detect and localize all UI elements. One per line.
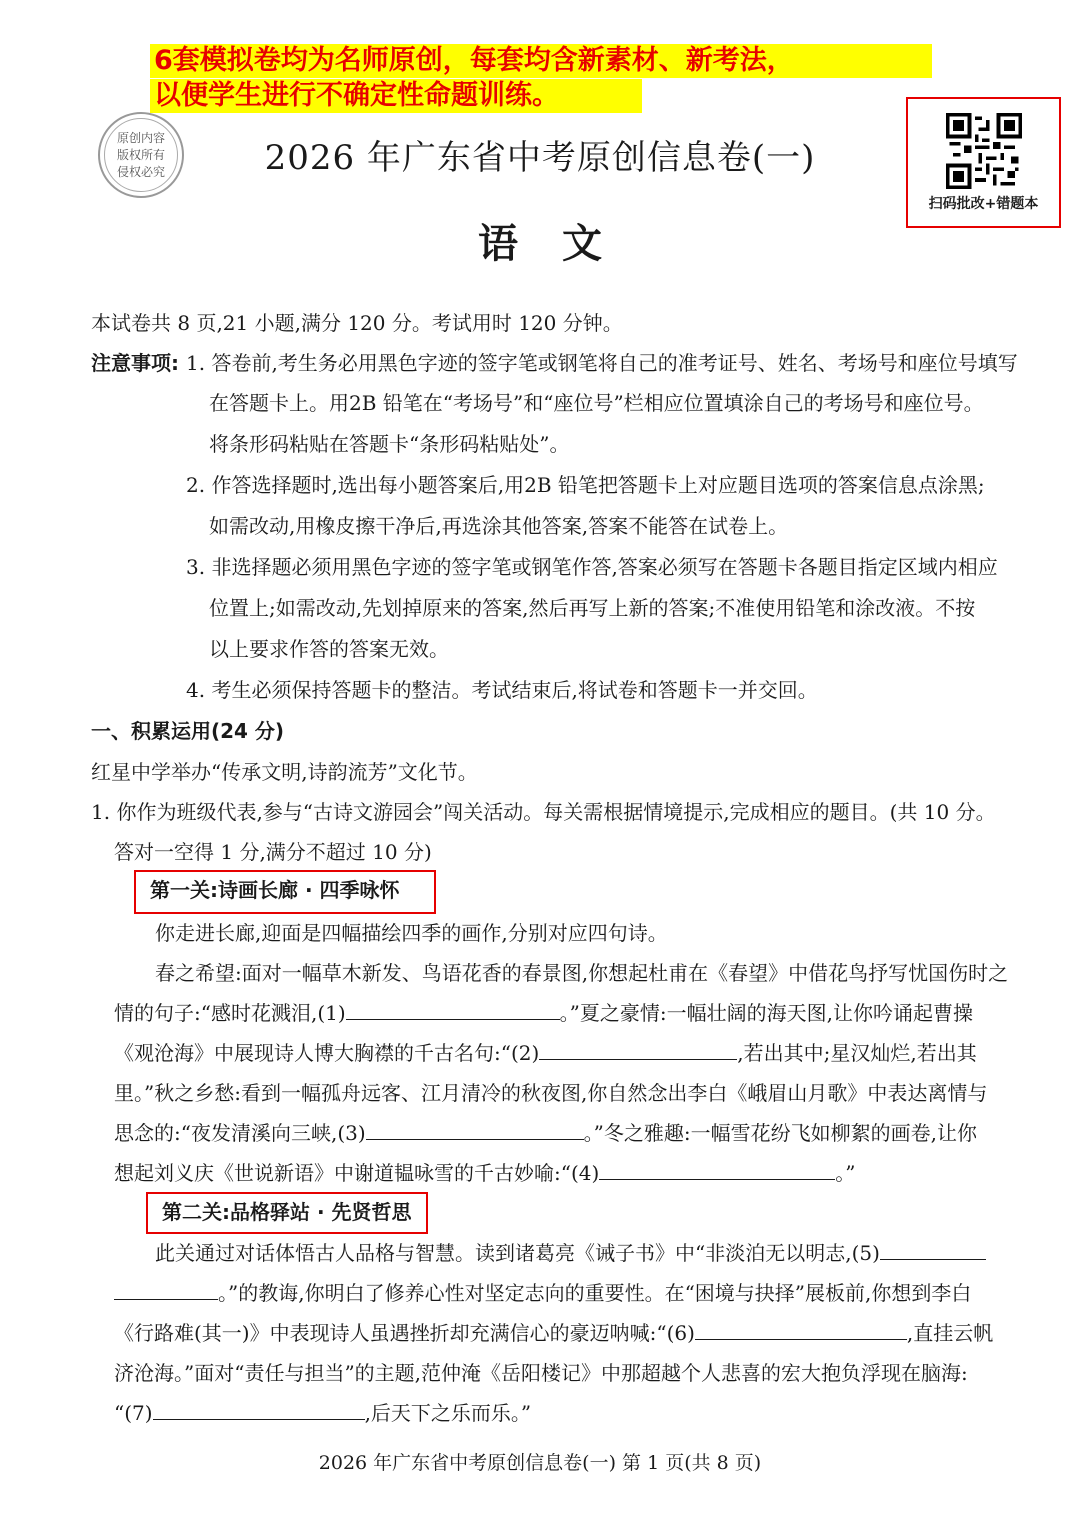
note-3-line3: 以上要求作答的答案无效。 [209,637,449,661]
level-1-line3-a: 《观沧海》中展现诗人博大胸襟的千古名句:“(2) [114,1041,540,1065]
note-2-line1: 2. 作答选择题时,选出每小题答案后,用2B 铅笔把答题卡上对应题目选项的答案信息点涂黑; [186,473,985,497]
question-1-line2: 答对一空得 1 分,满分不超过 10 分) [114,840,432,864]
seal-text-3: 侵权必究 [116,164,165,179]
level-2-line1-a: 此关通过对话体悟古人品格与智慧。读到诸葛亮《诫子书》中“非淡泊无以明志,(5) [155,1241,880,1265]
blank-3[interactable] [366,1119,584,1140]
level-1-line6-b: 。” [835,1161,856,1185]
exam-title: 2026 年广东省中考原创信息卷(一) [264,138,816,178]
qr-code-icon[interactable] [946,113,1022,189]
note-1-line1: 1. 答卷前,考生务必用黑色字迹的签字笔或钢笔将自己的准考证号、姓名、考场号和座位号填写 [186,351,1018,375]
level-1-line5 [114,1119,977,1147]
level-2-line3-a: 《行路难(其一)》中表现诗人虽遇挫折却充满信心的豪迈呐喊:“(6) [114,1321,695,1345]
page-footer: 2026 年广东省中考原创信息卷(一) 第 1 页(共 8 页) [318,1452,762,1474]
notes-label: 注意事项: [91,351,179,375]
level-1-line2-b: 。”夏之豪情:一幅壮阔的海天图,让你吟诵起曹操 [559,1001,973,1025]
blank-4[interactable] [599,1159,835,1180]
level-1-line5-b: 。”冬之雅趣:一幅雪花纷飞如柳絮的画卷,让你 [583,1121,977,1145]
level-1-line3-b: ,若出其中;星汉灿烂,若出其 [737,1041,977,1065]
level-1-intro: 你走进长廊,迎面是四幅描绘四季的画作,分别对应四句诗。 [155,921,668,945]
note-3-line1: 3. 非选择题必须用黑色字迹的签字笔或钢笔作答,答案必须写在答题卡各题目指定区域内相应 [186,555,998,579]
level-2-line5-a: “(7) [114,1401,153,1425]
blank-5b[interactable] [114,1279,218,1300]
note-3-line2: 位置上;如需改动,先划掉原来的答案,然后再写上新的答案;不准使用铅笔和涂改液。不按 [209,596,976,620]
blank-7[interactable] [153,1399,365,1420]
level-2-line3-b: ,直挂云帆 [906,1321,994,1345]
level-2-title: 第二关:品格驿站 · 先贤哲思 [146,1192,428,1234]
level-1-line3 [114,1039,977,1067]
note-4: 4. 考生必须保持答题卡的整洁。考试结束后,将试卷和答题卡一并交回。 [186,678,818,702]
qr-code-panel[interactable] [906,97,1061,228]
level-1-line2 [114,999,973,1027]
seal-text-2: 版权所有 [116,147,165,162]
level-2-line3 [114,1319,993,1347]
exam-intro: 本试卷共 8 页,21 小题,满分 120 分。考试用时 120 分钟。 [91,311,623,335]
note-1-line3: 将条形码粘贴在答题卡“条形码粘贴处”。 [209,432,570,456]
section-heading: 一、积累运用(24 分) [91,719,285,743]
level-1-line5-a: 思念的:“夜发清溪向三峡,(3) [114,1121,366,1145]
qr-label: 扫码批改+错题本 [928,196,1039,212]
note-2-line2: 如需改动,用橡皮擦干净后,再选涂其他答案,答案不能答在试卷上。 [209,514,789,538]
level-1-line6 [114,1159,856,1187]
level-2-line5 [114,1399,531,1427]
level-2-line4: 济沧海。”面对“责任与担当”的主题,范仲淹《岳阳楼记》中那超越个人悲喜的宏大抱负浮现在脑海: [114,1361,968,1385]
promo-banner-line1: 6套模拟卷均为名师原创，每套均含新素材、新考法， [150,44,932,78]
level-1-line4: 里。”秋之乡愁:看到一幅孤舟远客、江月清冷的秋夜图,你自然念出李白《峨眉山月歌》中表达离情与 [114,1081,988,1105]
note-1-line2: 在答题卡上。用2B 铅笔在“考场号”和“座位号”栏相应位置填涂自己的考场号和座位号。 [209,391,984,415]
blank-2[interactable] [539,1039,737,1060]
level-2-line2 [114,1279,971,1307]
blank-6[interactable] [695,1319,907,1340]
level-1-line2-a: 情的句子:“感时花溅泪,(1) [114,1001,346,1025]
level-2-line5-b: ,后天下之乐而乐。” [364,1401,532,1425]
section-context: 红星中学举办“传承文明,诗韵流芳”文化节。 [91,760,478,784]
level-1-title: 第一关:诗画长廊 · 四季咏怀 [134,870,436,914]
subject-title: 语文 [478,221,646,267]
blank-5a[interactable] [880,1239,986,1260]
level-1-line6-a: 想起刘义庆《世说新语》中谢道韫咏雪的千古妙喻:“(4) [114,1161,600,1185]
question-1-line1: 1. 你作为班级代表,参与“古诗文游园会”闯关活动。每关需根据情境提示,完成相应的题目。(共 10 分。 [91,800,996,824]
level-2-line1 [155,1239,986,1267]
blank-1[interactable] [346,999,560,1020]
level-1-line1: 春之希望:面对一幅草木新发、鸟语花香的春景图,你想起杜甫在《春望》中借花鸟抒写忧国伤时之 [155,961,1009,985]
level-2-line2-b: 。”的教诲,你明白了修养心性对坚定志向的重要性。在“困境与抉择”展板前,你想到李白 [218,1281,972,1305]
seal-text-1: 原创内容 [116,130,165,145]
promo-banner-line2: 以便学生进行不确定性命题训练。 [150,79,642,113]
